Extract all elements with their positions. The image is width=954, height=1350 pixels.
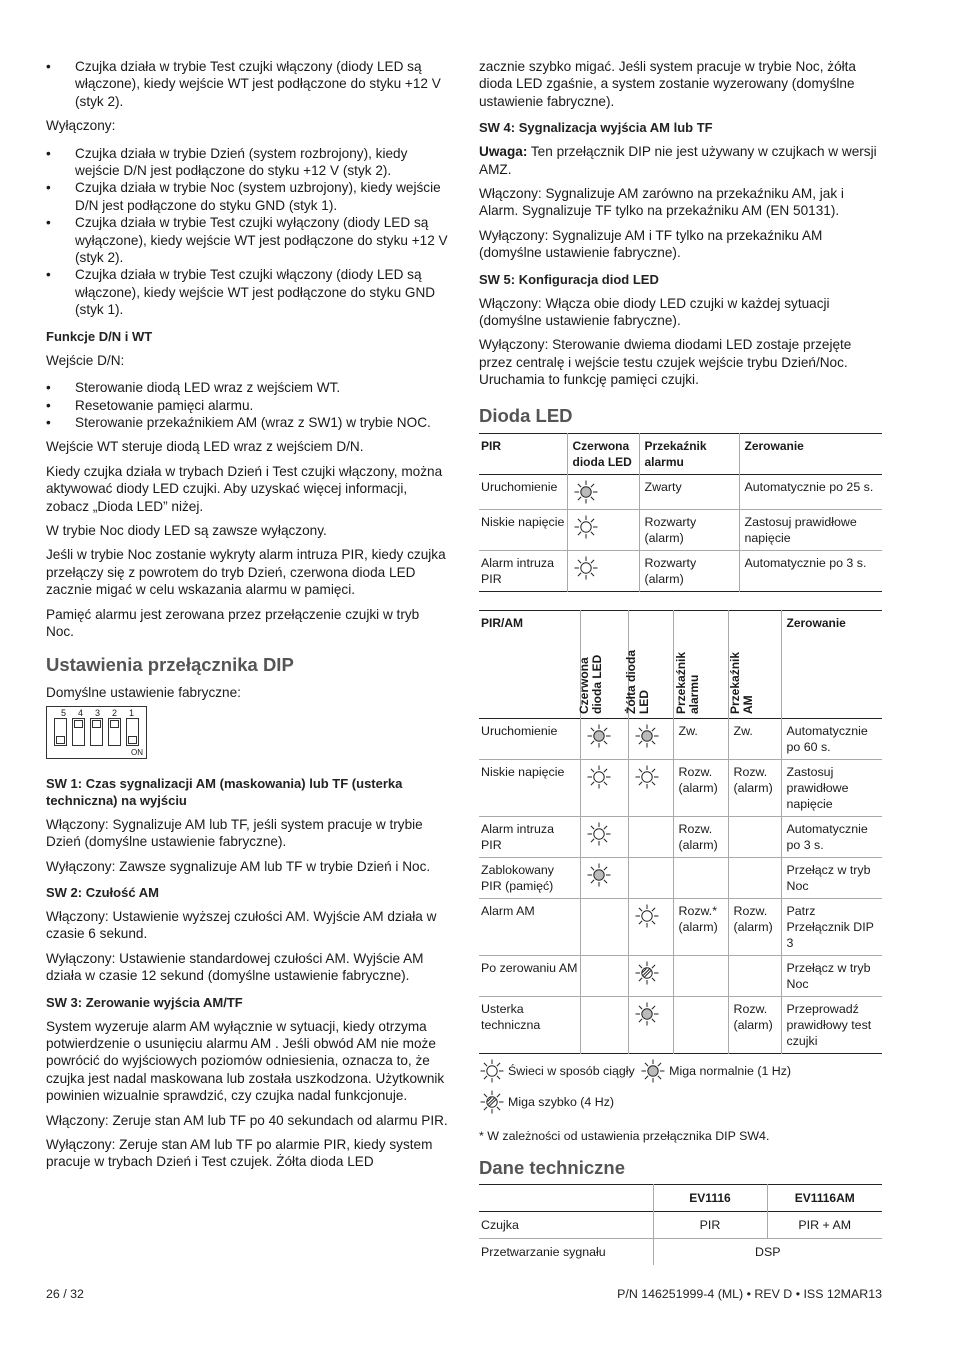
- paragraph: Włączony: Włącza obie diody LED czujki w każdej sytuacji (domyślne ustawienie fabryczne).: [479, 295, 830, 329]
- led-steady-icon: [573, 514, 599, 540]
- paragraph: Włączony: Ustawienie wyższej czułości AM. Wyjście AM działa w czasie 6 sekund.: [46, 909, 437, 942]
- tech-data-table: [479, 1184, 882, 1265]
- column-header: EV1116: [653, 1185, 767, 1212]
- paragraph: Kiedy czujka działa w trybach Dzień i Test czujki włączony, można aktywować diody LED czujki. Aby uzyskać więcej informacji, zobacz „Dioda LED” niżej.: [46, 463, 443, 514]
- section-heading: SW 5: Konfiguracja diod LED: [479, 271, 659, 287]
- section-heading: Dioda LED: [479, 404, 573, 426]
- section-heading: SW 1: Czas sygnalizacji AM (maskowania) lub TF (usterka techniczna) na wyjściu: [46, 775, 403, 808]
- list-item: • Czujka działa w trybie Test czujki włączony (diody LED są włączone), kiedy wejście WT jest podłączone do styku GND (styk 1).: [46, 267, 436, 318]
- list-item: • Czujka działa w trybie Dzień (system rozbrojony), kiedy wejście D/N jest podłączone do styku +12 V (styk 2).: [46, 145, 408, 179]
- column-header: Zerowanie: [781, 610, 882, 718]
- paragraph: Wyłączony: Sygnalizuje AM i TF tylko na przekaźniku AM (domyślne ustawienie fabryczne).: [479, 227, 823, 261]
- dip-switch-1: [126, 718, 139, 746]
- paragraph: W trybie Noc diody LED są zawsze wyłączony.: [46, 522, 327, 538]
- bullet-list: [46, 145, 450, 319]
- table-row: Alarm intruza PIR Rozwarty (alarm) Automatycznie po 3 s.: [479, 550, 882, 591]
- table-row: Uruchomienie Zw. Zw. Automatycznie po 60 s.: [479, 718, 882, 759]
- dip-on-label: ON: [131, 747, 143, 757]
- column-header: [479, 1185, 653, 1212]
- led-steady-icon: [634, 903, 660, 929]
- table-header-row: [479, 1185, 882, 1212]
- dip-switch-5: [54, 718, 67, 746]
- note-paragraph: Uwaga: Ten przełącznik DIP nie jest używany w czujkach w wersji AMZ.: [479, 144, 877, 177]
- column-header: Czerwona dioda LED: [580, 610, 628, 718]
- led-blink-normal-icon: [573, 479, 599, 505]
- legend-item: Miga normalnie (1 Hz): [640, 1058, 791, 1084]
- table-row: Usterka techniczna Rozw. (alarm) Przeprowadź prawidłowy test czujki: [479, 996, 882, 1053]
- dip-numbers: 5 4 3 2 1: [60, 707, 134, 718]
- part-number: P/N 146251999-4 (ML) • REV D • ISS 12MAR13: [617, 1287, 882, 1301]
- column-header: PIR: [481, 438, 502, 453]
- list-item: • Sterowanie diodą LED wraz z wejściem WT.: [46, 380, 341, 396]
- dip-switch-4: [72, 718, 85, 746]
- paragraph: System wyzeruje alarm AM wyłącznie w sytuacji, kiedy otrzyma potwierdzenie o usunięciu alarmu AM . Jeśli obwód AM nie może powrócić do wyjściowych poziomów odniesienia, oznacza to, że czujka jest nadal maskowana lub została uszkodzona. Użytkownik powinien wizualnie sprawdzić, czy czujka nadal funkcjonuje.: [46, 1018, 445, 1104]
- column-header: Czerwona dioda LED: [567, 433, 639, 474]
- table-row: Niskie napięcie Rozw. (alarm) Rozw. (alarm) Zastosuj prawidłowe napięcie: [479, 759, 882, 816]
- paragraph: Wejście WT steruje diodą LED wraz z wejściem D/N.: [46, 439, 364, 455]
- table-row: Po zerowaniu AM Przełącz w tryb Noc: [479, 955, 882, 996]
- table-header-row: [479, 433, 882, 474]
- column-header: Przekaźnik AM: [728, 610, 781, 718]
- paragraph: Wyłączony: Zeruje stan AM lub TF po alarmie PIR, kiedy system pracuje w trybach Dzień i Test czujek. Żółta dioda LED: [46, 1137, 433, 1170]
- section-heading: Ustawienia przełącznika DIP: [46, 654, 294, 676]
- led-steady-icon: [634, 764, 660, 790]
- led-blink-normal-icon: [640, 1058, 666, 1084]
- led-legend: [479, 1058, 882, 1120]
- section-heading: Dane techniczne: [479, 1157, 625, 1179]
- section-heading: Funkcje D/N i WT: [46, 328, 153, 344]
- paragraph: Włączony: Sygnalizuje AM lub TF, jeśli system pracuje w trybie Dzień (domyślne ustawienie fabryczne).: [46, 816, 423, 850]
- left-column: [46, 58, 450, 1178]
- section-heading: SW 3: Zerowanie wyjścia AM/TF: [46, 994, 243, 1010]
- table-row: Alarm AM Rozw.* (alarm) Rozw. (alarm) Patrz Przełącznik DIP 3: [479, 898, 882, 955]
- table-row: Niskie napięcie Rozwarty (alarm) Zastosuj prawidłowe napięcie: [479, 509, 882, 550]
- list-item: • Sterowanie przekaźnikiem AM (wraz z SW1) w trybie NOC.: [46, 414, 431, 430]
- dip-switch-diagram: [46, 706, 147, 759]
- pir-am-led-table: [479, 610, 882, 1054]
- column-header: PIR/AM: [481, 615, 523, 630]
- right-column: [479, 58, 882, 1265]
- led-blink-fast-icon: [479, 1089, 505, 1115]
- table-row: Przetwarzanie sygnału DSP: [479, 1239, 882, 1266]
- led-blink-fast-icon: [634, 960, 660, 986]
- section-heading: SW 2: Czułość AM: [46, 885, 159, 900]
- note-label: Uwaga:: [479, 144, 528, 160]
- paragraph: Wyłączony: Ustawienie standardowej czułości AM. Wyjście AM działa w czasie 12 sekund (domyślne ustawienie fabryczne).: [46, 950, 424, 984]
- led-blink-normal-icon: [634, 1001, 660, 1027]
- paragraph: Pamięć alarmu jest zerowana przez przełączenie czujki w tryb Noc.: [46, 606, 420, 639]
- page-number: 26 / 32: [46, 1287, 84, 1301]
- column-header: EV1116AM: [767, 1185, 882, 1212]
- paragraph: Domyślne ustawienie fabryczne:: [46, 685, 241, 701]
- section-heading: SW 4: Sygnalizacja wyjścia AM lub TF: [479, 120, 713, 136]
- pir-led-table: [479, 433, 882, 592]
- led-blink-normal-icon: [634, 723, 660, 749]
- dip-switch-3: [90, 718, 103, 746]
- led-steady-icon: [586, 821, 612, 847]
- table-row: Czujka PIR PIR + AM: [479, 1212, 882, 1239]
- bullet-list: [46, 379, 450, 431]
- table-header-row: [479, 610, 882, 718]
- table-row: Zablokowany PIR (pamięć) Przełącz w tryb Noc: [479, 857, 882, 898]
- table-row: Uruchomienie Zwarty Automatycznie po 25 s.: [479, 474, 882, 509]
- led-steady-icon: [586, 764, 612, 790]
- paragraph: Włączony: Sygnalizuje AM zarówno na przekaźniku AM, jak i Alarm. Sygnalizuje TF tylko na przekaźniku AM (EN 50131).: [479, 186, 844, 219]
- list-item: • Czujka działa w trybie Test czujki wyłączony (diody LED są wyłączone), kiedy wejście WT jest podłączone do styku +12 V (styk 2).: [46, 215, 448, 266]
- list-item: • Resetowanie pamięci alarmu.: [46, 397, 254, 413]
- column-header: Zerowanie: [739, 433, 882, 474]
- led-steady-icon: [573, 555, 599, 581]
- footnote: * W zależności od ustawienia przełącznika DIP SW4.: [479, 1128, 770, 1143]
- bullet-list: [46, 58, 450, 110]
- off-label: Wyłączony:: [46, 118, 116, 134]
- paragraph: Wyłączony: Sterowanie dwiema diodami LED zostaje przejęte przez centralę i wejście testu czujek wejście trybu Dzień/Noc. Uruchamia to funkcję pamięci czujki.: [479, 337, 852, 388]
- list-item: • Czujka działa w trybie Noc (system uzbrojony), kiedy wejście D/N jest podłączone do styku GND (styk 1).: [46, 180, 441, 213]
- column-header: Przekaźnik alarmu: [639, 433, 739, 474]
- legend-item: Miga szybko (4 Hz): [479, 1089, 614, 1115]
- table-row: Alarm intruza PIR Rozw. (alarm) Automatycznie po 3 s.: [479, 816, 882, 857]
- column-header: Żółta dioda LED: [628, 610, 673, 718]
- paragraph: Wyłączony: Zawsze sygnalizuje AM lub TF w trybie Dzień i Noc.: [46, 858, 431, 874]
- paragraph: Włączony: Zeruje stan AM lub TF po 40 sekundach od alarmu PIR.: [46, 1112, 448, 1128]
- dip-switch-2: [108, 718, 121, 746]
- paragraph: zacznie szybko migać. Jeśli system pracuje w trybie Noc, żółta dioda LED zgaśnie, a system zostanie wyzerowany (domyślne ustawienie fabryczne).: [479, 59, 856, 109]
- paragraph: Wejście D/N:: [46, 352, 125, 368]
- led-blink-normal-icon: [586, 723, 612, 749]
- legend-item: Świeci w sposób ciągły: [479, 1058, 635, 1084]
- led-blink-normal-icon: [586, 862, 612, 888]
- column-header: Przekaźnik alarmu: [673, 610, 728, 718]
- led-steady-icon: [479, 1058, 505, 1084]
- paragraph: Jeśli w trybie Noc zostanie wykryty alarm intruza PIR, kiedy czujka przełączy się z powrotem do tryb Dzień, czerwona dioda LED zacznie migać w celu wskazania alarmu w pamięci.: [46, 547, 446, 598]
- list-item: • Czujka działa w trybie Test czujki włączony (diody LED są włączone), kiedy wejście WT jest podłączone do styku +12 V (styk 2).: [46, 59, 441, 109]
